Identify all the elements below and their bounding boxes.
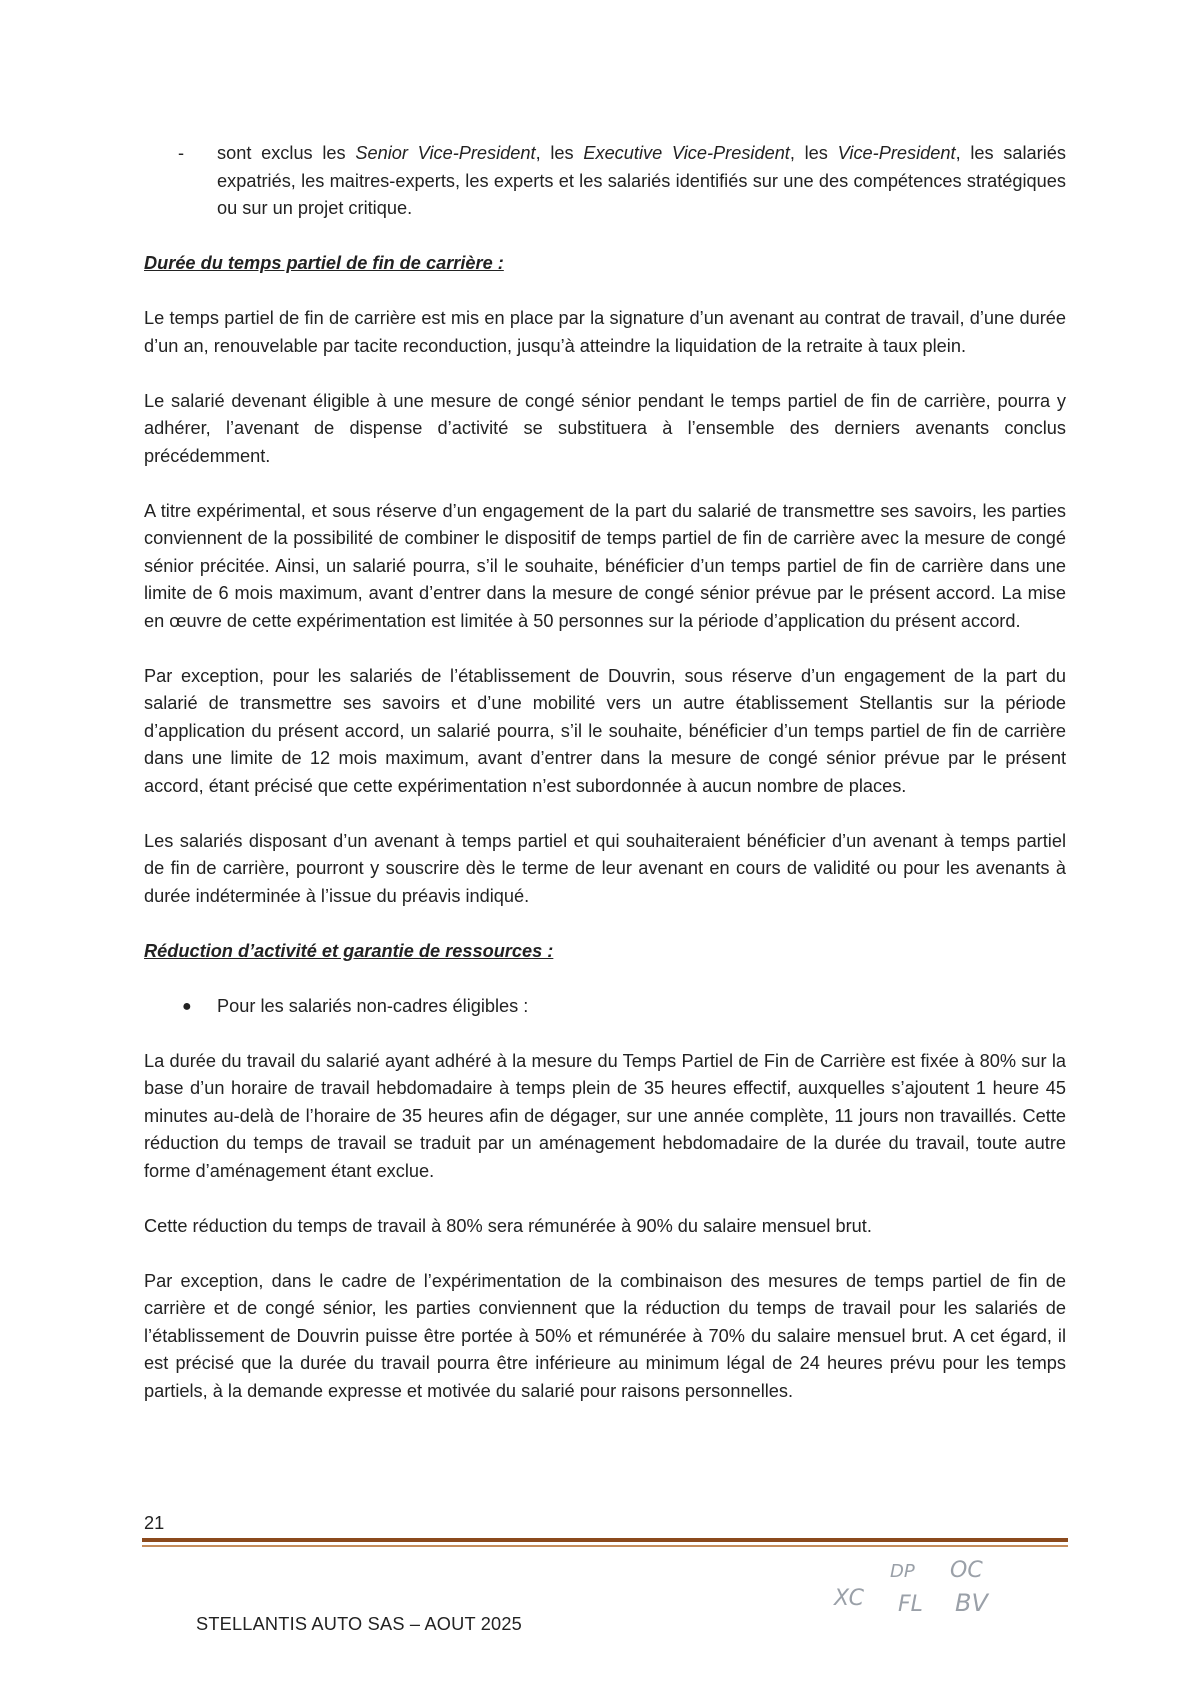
exclusion-text-3: , les — [789, 143, 838, 163]
exclusion-role-1: Senior Vice-President — [355, 143, 536, 163]
paragraph-6: La durée du travail du salarié ayant adhéré à la mesure du Temps Partiel de Fin de Carrière est fixée à 80% sur la base d’un horaire de travail hebdomadaire à temps plein de 35 heures effectif, auxquelles s’ajoutent 1 heure 45 minutes au-delà de l’horaire de 35 heures afin de dégager, sur une année complète, 11 jours non travaillés. Cette réduction du temps de travail se traduit par un aménagement hebdomadaire de la durée du travail, toute autre forme d’aménagement étant exclue. — [144, 1050, 1066, 1181]
initials-dp: DP — [890, 1561, 915, 1582]
paragraph-7: Cette réduction du temps de travail à 80% sera rémunérée à 90% du salaire mensuel brut. — [144, 1215, 872, 1236]
exclusion-role-3: Vice-President — [837, 143, 956, 163]
heading-duree: Durée du temps partiel de fin de carrière : — [144, 253, 504, 273]
paragraph-5: Les salariés disposant d’un avenant à temps partiel et qui souhaiteraient bénéficier d’un avenant à temps partiel de fin de carrière, pourront y souscrire dès le terme de leur avenant en cours de validité ou pour les avenants à durée indéterminée à l’issue du préavis indiqué. — [144, 830, 1066, 906]
footer-rule-dark — [142, 1538, 1068, 1542]
exclusion-text-2: , les — [535, 143, 584, 163]
dash-marker: - — [178, 143, 185, 163]
bullet-label: Pour les salariés non-cadres éligibles : — [217, 995, 529, 1016]
paragraph-2: Le salarié devenant éligible à une mesure de congé sénior pendant le temps partiel de fin de carrière, pourra y adhérer, l’avenant de dispense d’activité se substituera à l’ensemble des derniers avenants conclus précédemment. — [144, 390, 1066, 466]
footer-rule-light — [142, 1545, 1068, 1547]
paragraph-8: Par exception, dans le cadre de l’expérimentation de la combinaison des mesures de temps partiel de fin de carrière et de congé sénior, les parties conviennent que la réduction du temps de travail pour les salariés de l’établissement de Douvrin puisse être portée à 50% et rémunérée à 70% du salaire mensuel brut. A cet égard, il est précisé que la durée du travail pourra être inférieure au minimum légal de 24 heures prévu pour les temps partiels, à la demande expresse et motivée du salarié pour raisons personnelles. — [144, 1270, 1066, 1401]
exclusion-text-4: , les salariés expatriés, les maitres-experts, les experts et les salariés identifiés sur une des compétences stratégiques ou sur un projet critique. — [217, 143, 1066, 218]
initials-oc: OC — [950, 1558, 983, 1583]
heading-reduction: Réduction d’activité et garantie de ressources : — [144, 940, 554, 961]
exclusion-list-item — [144, 140, 1066, 223]
page-number: 21 — [144, 1513, 165, 1533]
exclusion-text-1: sont exclus les — [217, 143, 356, 163]
bullet-marker: ● — [182, 997, 192, 1015]
paragraph-1: Le temps partiel de fin de carrière est mis en place par la signature d’un avenant au contrat de travail, d’une durée d’un an, renouvelable par tacite reconduction, jusqu’à atteindre la liquidation de la retraite à taux plein. — [144, 308, 1066, 356]
document-body — [144, 140, 1066, 1433]
initials-bv: BV — [955, 1589, 988, 1617]
exclusion-role-2: Executive Vice-President — [583, 143, 790, 163]
paragraph-3: A titre expérimental, et sous réserve d’un engagement de la part du salarié de transmettre ses savoirs, les parties conviennent de la possibilité de combiner le dispositif de temps partiel de fin de carrière avec la mesure de congé sénior précitée. Ainsi, un salarié pourra, s’il le souhaite, bénéficier d’un temps partiel de fin de carrière dans une limite de 6 mois maximum, avant d’entrer dans la mesure de congé sénior prévue par le présent accord. La mise en œuvre de cette expérimentation est limitée à 50 personnes sur la période d’application du présent accord. — [144, 500, 1066, 631]
bullet-non-cadres — [144, 993, 1066, 1021]
initials-fl: FL — [898, 1592, 923, 1617]
initials-xc: XC — [834, 1586, 865, 1611]
paragraph-4: Par exception, pour les salariés de l’établissement de Douvrin, sous réserve d’un engagement de la part du salarié de transmettre ses savoirs et d’une mobilité vers un autre établissement Stellantis sur la période d’application du présent accord, un salarié pourra, s’il le souhaite, bénéficier d’un temps partiel de fin de carrière dans une limite de 12 mois maximum, avant d’entrer dans la mesure de congé sénior prévue par le présent accord, étant précisé que cette expérimentation n’est subordonnée à aucun nombre de places. — [144, 665, 1066, 796]
handwritten-initials — [830, 1555, 1010, 1625]
footer-company: STELLANTIS AUTO SAS – AOUT 2025 — [196, 1614, 522, 1634]
